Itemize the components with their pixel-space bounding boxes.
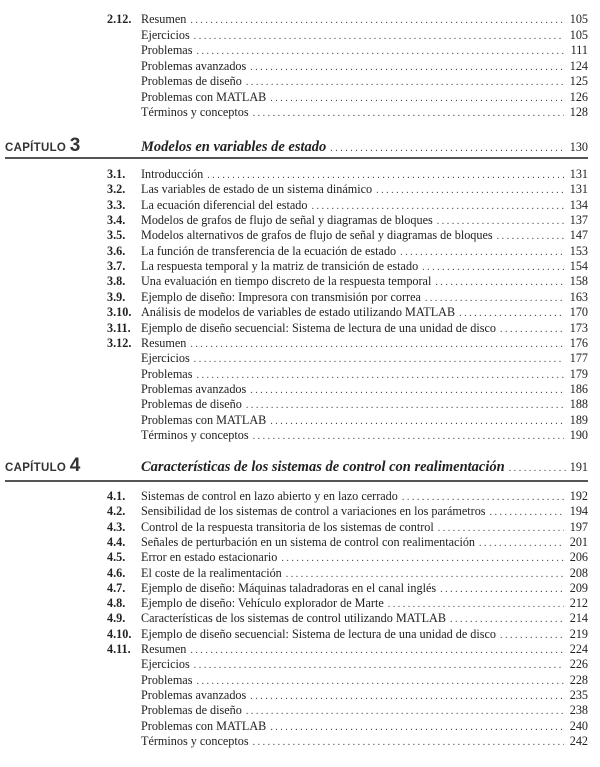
section-title: Sensibilidad de los sistemas de control a variaciones en los parámetros bbox=[141, 504, 486, 519]
dot-leader bbox=[196, 674, 564, 689]
dot-leader bbox=[246, 704, 564, 719]
chapter-page-number: 130 bbox=[569, 140, 588, 154]
chapter-heading[interactable] bbox=[5, 135, 588, 157]
page-number: 176 bbox=[569, 335, 588, 350]
toc-entry[interactable] bbox=[107, 382, 588, 397]
dot-leader bbox=[500, 322, 564, 337]
dot-leader bbox=[490, 505, 564, 520]
toc-entry[interactable] bbox=[107, 290, 588, 305]
section-title: Ejercicios bbox=[141, 351, 190, 366]
toc-entry[interactable] bbox=[107, 550, 588, 565]
toc-entry[interactable] bbox=[107, 90, 588, 105]
dot-leader bbox=[194, 29, 564, 44]
toc-entry[interactable] bbox=[107, 566, 588, 581]
section-number: 4.3. bbox=[107, 519, 126, 534]
section-title: Análisis de modelos de variables de estado utilizando MATLAB bbox=[141, 305, 456, 320]
page-number: 125 bbox=[569, 74, 588, 88]
page-number: 124 bbox=[569, 58, 588, 73]
section-title: Características de los sistemas de control utilizando MATLAB bbox=[141, 611, 446, 626]
page-number: 153 bbox=[569, 243, 588, 258]
toc-entry[interactable] bbox=[107, 198, 588, 213]
chapter-number: 4 bbox=[69, 455, 81, 476]
page-number: 170 bbox=[569, 305, 588, 320]
toc-entry[interactable] bbox=[107, 734, 588, 749]
dot-leader bbox=[376, 183, 564, 198]
page-number: 197 bbox=[569, 519, 588, 534]
page-number: 186 bbox=[569, 381, 588, 396]
dot-leader bbox=[270, 91, 564, 106]
toc-entry[interactable] bbox=[107, 274, 588, 289]
section-title: Ejemplo de diseño secuencial: Sistema de lectura de una unidad de disco bbox=[141, 320, 497, 335]
toc-entry[interactable] bbox=[107, 244, 588, 259]
dot-leader bbox=[500, 628, 564, 643]
section-number: 4.9. bbox=[107, 611, 126, 626]
section-title: Términos y conceptos bbox=[141, 733, 249, 748]
chapter-number: 3 bbox=[69, 135, 81, 156]
chapter-title: Características de los sistemas de control con realimentación bbox=[141, 459, 505, 475]
chapter-heading[interactable] bbox=[5, 455, 588, 477]
dot-leader bbox=[437, 214, 564, 229]
page-number: 179 bbox=[569, 366, 588, 381]
dot-leader bbox=[196, 368, 564, 383]
dot-leader bbox=[459, 306, 564, 321]
toc-entry[interactable] bbox=[107, 642, 588, 657]
page-number: 208 bbox=[569, 565, 588, 580]
chapter-page-number: 191 bbox=[569, 460, 588, 474]
section-title: Una evaluación en tiempo discreto de la respuesta temporal bbox=[141, 274, 432, 289]
dot-leader bbox=[196, 44, 564, 59]
toc-entry[interactable] bbox=[107, 59, 588, 74]
page-number: 111 bbox=[570, 43, 588, 57]
dot-leader bbox=[190, 643, 564, 658]
section-title: Control de la respuesta transitoria de los sistemas de control bbox=[141, 519, 434, 534]
page-number: 158 bbox=[569, 274, 588, 289]
section-number: 3.11. bbox=[107, 320, 131, 335]
page-number: 137 bbox=[569, 213, 588, 228]
section-title: La función de transferencia de la ecuación de estado bbox=[141, 243, 397, 258]
section-title: Problemas con MATLAB bbox=[141, 89, 267, 104]
section-number: 4.6. bbox=[107, 565, 126, 580]
dot-leader bbox=[270, 414, 564, 429]
page-number: 177 bbox=[569, 351, 588, 366]
chapter-divider bbox=[5, 157, 588, 159]
page-number: 131 bbox=[569, 167, 588, 181]
section-title: Problemas avanzados bbox=[141, 58, 247, 73]
section-title: Introducción bbox=[141, 167, 204, 181]
dot-leader bbox=[194, 658, 564, 673]
section-title: Ejercicios bbox=[141, 27, 190, 42]
section-title: Sistemas de control en lazo abierto y en lazo cerrado bbox=[141, 489, 398, 503]
dot-leader bbox=[253, 735, 564, 750]
dot-leader bbox=[402, 490, 564, 505]
section-title: Modelos de grafos de flujo de señal y diagramas de bloques bbox=[141, 213, 433, 228]
dot-leader bbox=[497, 229, 564, 244]
dot-leader bbox=[286, 567, 564, 582]
toc-entry[interactable] bbox=[107, 228, 588, 243]
dot-leader bbox=[246, 75, 564, 90]
page-number: 190 bbox=[569, 427, 588, 442]
section-number: 3.4. bbox=[107, 213, 126, 228]
toc-entry[interactable] bbox=[107, 259, 588, 274]
section-title: Problemas bbox=[141, 43, 193, 57]
page-number: 154 bbox=[569, 259, 588, 274]
section-title: El coste de la realimentación bbox=[141, 565, 282, 580]
page-number: 238 bbox=[569, 703, 588, 718]
section-number: 4.2. bbox=[107, 504, 126, 519]
section-number: 4.4. bbox=[107, 534, 126, 549]
toc-entry[interactable] bbox=[107, 611, 588, 626]
dot-leader bbox=[207, 168, 564, 183]
dot-leader bbox=[422, 260, 564, 275]
toc-entry[interactable] bbox=[107, 305, 588, 320]
section-title: Problemas bbox=[141, 672, 193, 687]
page-number: 235 bbox=[569, 687, 588, 702]
page-number: 105 bbox=[569, 27, 588, 42]
section-title: Modelos alternativos de grafos de flujo de señal y diagramas de bloques bbox=[141, 228, 493, 243]
toc-entry[interactable] bbox=[107, 504, 588, 519]
section-title: Problemas avanzados bbox=[141, 687, 247, 702]
page-number: 126 bbox=[569, 89, 588, 104]
section-number: 4.7. bbox=[107, 580, 126, 595]
section-number: 3.2. bbox=[107, 182, 126, 197]
toc-entry[interactable] bbox=[107, 321, 588, 336]
section-title: Señales de perturbación en un sistema de control con realimentación bbox=[141, 534, 476, 549]
page-number: 212 bbox=[569, 596, 588, 611]
dot-leader bbox=[281, 551, 564, 566]
dot-leader bbox=[311, 199, 564, 214]
dot-leader bbox=[194, 352, 564, 367]
page-number: 224 bbox=[569, 642, 588, 656]
toc-entry[interactable] bbox=[107, 719, 588, 734]
toc-entry[interactable] bbox=[107, 581, 588, 596]
dot-leader bbox=[509, 463, 566, 474]
page-number: 189 bbox=[569, 412, 588, 427]
section-number: 4.10. bbox=[107, 626, 132, 641]
page-number: 209 bbox=[569, 580, 588, 595]
dot-leader bbox=[388, 597, 564, 612]
section-title: Problemas de diseño bbox=[141, 703, 242, 718]
section-title: Error en estado estacionario bbox=[141, 550, 278, 565]
toc-entry[interactable] bbox=[107, 596, 588, 611]
page-number: 163 bbox=[569, 289, 588, 304]
chapter-divider bbox=[5, 480, 588, 482]
page-number: 214 bbox=[569, 611, 588, 626]
chapter-label-text: CAPÍTULO bbox=[5, 142, 67, 154]
dot-leader bbox=[250, 383, 564, 398]
section-title: Ejemplo de diseño: Vehículo explorador de Marte bbox=[141, 596, 384, 611]
toc-entry[interactable] bbox=[107, 413, 588, 428]
section-number: 2.12. bbox=[107, 12, 132, 26]
page-number: 219 bbox=[569, 626, 588, 641]
section-title: La respuesta temporal y la matriz de transición de estado bbox=[141, 259, 419, 274]
section-title: Problemas con MATLAB bbox=[141, 412, 267, 427]
section-number: 4.5. bbox=[107, 550, 126, 565]
dot-leader bbox=[250, 689, 564, 704]
dot-leader bbox=[250, 60, 564, 75]
page-number: 194 bbox=[569, 504, 588, 519]
section-title: Problemas avanzados bbox=[141, 381, 247, 396]
toc-entry[interactable] bbox=[107, 535, 588, 550]
chapter-label bbox=[5, 455, 141, 477]
toc-entry[interactable] bbox=[107, 657, 588, 672]
dot-leader bbox=[246, 398, 564, 413]
dot-leader bbox=[479, 536, 564, 551]
page-number: 147 bbox=[569, 228, 588, 243]
page-number: 201 bbox=[569, 534, 588, 549]
section-title: Resumen bbox=[141, 642, 187, 656]
section-title: Ejercicios bbox=[141, 657, 190, 672]
section-title: Ejemplo de diseño: Impresora con transmisión por correa bbox=[141, 289, 421, 304]
toc-entry[interactable] bbox=[107, 367, 588, 382]
toc-entry[interactable] bbox=[107, 182, 588, 197]
dot-leader bbox=[440, 582, 564, 597]
section-number: 3.9. bbox=[107, 289, 126, 304]
page-number: 240 bbox=[569, 718, 588, 733]
dot-leader bbox=[253, 106, 564, 121]
dot-leader bbox=[400, 245, 564, 260]
page-number: 128 bbox=[569, 105, 588, 119]
dot-leader bbox=[425, 291, 564, 306]
page-number: 228 bbox=[569, 672, 588, 687]
toc-entry[interactable] bbox=[107, 28, 588, 43]
page-number: 206 bbox=[569, 550, 588, 565]
page-number: 173 bbox=[569, 320, 588, 335]
toc-entry[interactable] bbox=[107, 688, 588, 703]
section-number: 3.6. bbox=[107, 243, 126, 258]
chapter-title: Modelos en variables de estado bbox=[141, 139, 327, 155]
section-title: Ejemplo de diseño secuencial: Sistema de lectura de una unidad de disco bbox=[141, 626, 497, 641]
section-number: 3.3. bbox=[107, 197, 126, 212]
section-number: 4.11. bbox=[107, 642, 131, 656]
page-number: 188 bbox=[569, 397, 588, 412]
section-number: 3.5. bbox=[107, 228, 126, 243]
page-number: 242 bbox=[569, 733, 588, 748]
toc-entry[interactable] bbox=[107, 520, 588, 535]
toc-entry[interactable] bbox=[107, 167, 588, 182]
section-title: Las variables de estado de un sistema dinámico bbox=[141, 182, 373, 197]
toc-entry[interactable] bbox=[107, 703, 588, 718]
toc-entry[interactable] bbox=[107, 12, 588, 27]
dot-leader bbox=[435, 275, 564, 290]
section-number: 3.12. bbox=[107, 335, 132, 350]
dot-leader bbox=[450, 612, 564, 627]
section-title: Problemas de diseño bbox=[141, 397, 242, 412]
toc-entry[interactable] bbox=[107, 673, 588, 688]
toc-entry[interactable] bbox=[107, 105, 588, 120]
section-title: Resumen bbox=[141, 335, 187, 350]
dot-leader bbox=[190, 337, 564, 352]
page-number: 226 bbox=[569, 657, 588, 672]
dot-leader bbox=[330, 143, 565, 154]
section-title: La ecuación diferencial del estado bbox=[141, 197, 308, 212]
toc-entry[interactable] bbox=[107, 213, 588, 228]
section-number: 3.1. bbox=[107, 167, 126, 181]
section-title: Problemas de diseño bbox=[141, 74, 242, 88]
toc-entry[interactable] bbox=[107, 74, 588, 89]
toc-entry[interactable] bbox=[107, 43, 588, 58]
section-title: Términos y conceptos bbox=[141, 105, 249, 119]
toc-entry[interactable] bbox=[107, 351, 588, 366]
section-number: 3.7. bbox=[107, 259, 126, 274]
section-title: Resumen bbox=[141, 12, 187, 26]
dot-leader bbox=[438, 521, 564, 536]
toc-entry[interactable] bbox=[107, 489, 588, 504]
section-number: 3.10. bbox=[107, 305, 132, 320]
page-number: 192 bbox=[569, 489, 588, 503]
toc-entry[interactable] bbox=[107, 428, 588, 443]
section-number: 4.8. bbox=[107, 596, 126, 611]
page-number: 105 bbox=[569, 12, 588, 26]
section-title: Términos y conceptos bbox=[141, 427, 249, 442]
section-title: Problemas bbox=[141, 366, 193, 381]
page-number: 134 bbox=[569, 197, 588, 212]
dot-leader bbox=[190, 13, 564, 28]
toc-entry[interactable] bbox=[107, 397, 588, 412]
dot-leader bbox=[270, 720, 564, 735]
section-number: 4.1. bbox=[107, 489, 126, 503]
toc-entry[interactable] bbox=[107, 627, 588, 642]
chapter-label bbox=[5, 135, 141, 157]
page-number: 131 bbox=[569, 182, 588, 197]
chapter-label-text: CAPÍTULO bbox=[5, 462, 67, 474]
dot-leader bbox=[253, 429, 564, 444]
section-title: Ejemplo de diseño: Máquinas taladradoras en el canal inglés bbox=[141, 580, 437, 595]
section-title: Problemas con MATLAB bbox=[141, 718, 267, 733]
toc-entry[interactable] bbox=[107, 336, 588, 351]
section-number: 3.8. bbox=[107, 274, 126, 289]
